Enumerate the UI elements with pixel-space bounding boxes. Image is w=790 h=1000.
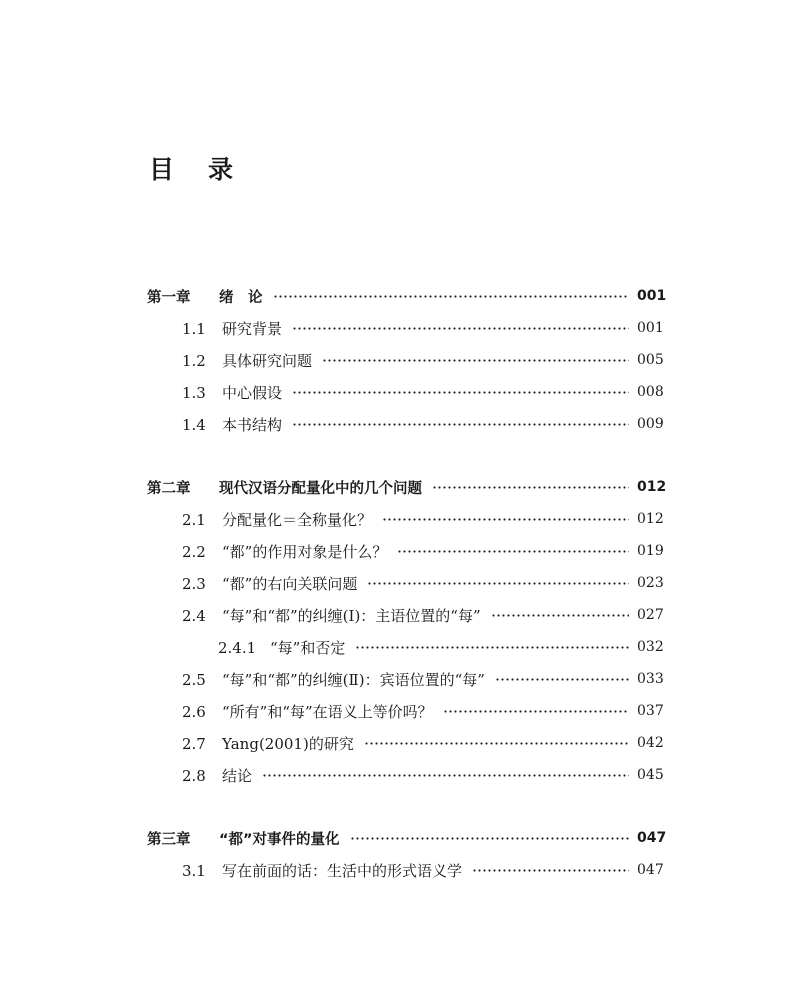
toc-entry-heading	[182, 733, 354, 754]
dot-leader	[472, 869, 629, 872]
toc-section-row[interactable]	[182, 413, 663, 435]
toc-entry-number: 2.2	[182, 542, 206, 561]
toc-entry-title: 本书结构	[222, 415, 283, 434]
toc-entry-heading	[182, 318, 282, 339]
toc-page-number: 032	[637, 639, 664, 655]
toc-chapter-row[interactable]	[147, 476, 667, 498]
toc-entry-number: 1.4	[182, 415, 206, 434]
toc-entry-title: 分配量化＝全称量化？	[222, 510, 373, 529]
toc-entry-number: 1.3	[182, 383, 206, 402]
toc-entry-title: 具体研究问题	[222, 351, 313, 370]
toc-entry-heading	[182, 605, 481, 626]
toc-section-row[interactable]	[182, 317, 663, 339]
title-char-1: 目	[149, 155, 175, 184]
toc-page-number: 001	[637, 288, 667, 304]
toc-entry-heading	[182, 701, 433, 722]
dot-leader	[350, 837, 629, 840]
dot-leader	[292, 423, 629, 426]
toc-entry-title: 现代汉语分配量化中的几个问题	[219, 480, 422, 497]
title-char-2: 录	[208, 155, 234, 184]
toc-section-row[interactable]	[182, 700, 663, 722]
toc-entry-title: 中心假设	[222, 383, 283, 402]
dot-leader	[443, 710, 629, 713]
dot-leader	[322, 359, 629, 362]
toc-entry-heading	[147, 828, 340, 849]
dot-leader	[292, 391, 629, 394]
toc-entry-heading	[182, 765, 252, 786]
toc-entry-heading	[182, 382, 282, 403]
toc-entry-number: 2.5	[182, 670, 206, 689]
toc-page-number: 001	[637, 320, 664, 336]
toc-section-row[interactable]	[182, 508, 663, 530]
dot-leader	[364, 742, 629, 745]
toc-entry-title: 绪 论	[219, 289, 263, 306]
toc-entry-title: “都”对事件的量化	[219, 831, 340, 848]
toc-section-row[interactable]	[182, 381, 663, 403]
dot-leader	[355, 646, 629, 649]
toc-entry-title: 写在前面的话：生活中的形式语义学	[222, 861, 463, 880]
toc-entry-heading	[218, 637, 345, 658]
toc-entry-heading	[182, 509, 372, 530]
toc-entry-number: 2.1	[182, 510, 206, 529]
dot-leader	[495, 678, 629, 681]
toc-page-number: 005	[637, 352, 664, 368]
toc-entry-number: 3.1	[182, 861, 206, 880]
toc-section-row[interactable]	[182, 859, 663, 881]
toc-page-number: 019	[637, 543, 664, 559]
toc-entry-number: 1.1	[182, 319, 206, 338]
toc-entry-heading	[182, 573, 357, 594]
dot-leader	[292, 327, 629, 330]
toc-page-number: 023	[637, 575, 664, 591]
toc-entry-title: “每”和“都”的纠缠(Ⅱ)：宾语位置的“每”	[222, 670, 485, 689]
toc-entry-number: 2.3	[182, 574, 206, 593]
page-title	[149, 150, 233, 186]
toc-page-number: 008	[637, 384, 664, 400]
toc-entry-title: 研究背景	[222, 319, 283, 338]
toc-section-row[interactable]	[182, 732, 663, 754]
dot-leader	[397, 550, 629, 553]
toc-section-row[interactable]	[182, 668, 663, 690]
dot-leader	[367, 582, 629, 585]
toc-page-number: 012	[637, 479, 667, 495]
toc-page-number: 042	[637, 735, 664, 751]
toc-entry-heading	[182, 350, 312, 371]
toc-entry-heading	[147, 477, 422, 498]
toc-chapter-row[interactable]	[147, 285, 667, 307]
toc-entry-number: 第二章	[147, 480, 191, 497]
toc-page-number: 047	[637, 862, 664, 878]
toc-entry-number: 2.7	[182, 734, 206, 753]
toc-section-row[interactable]	[182, 572, 663, 594]
toc-page-number: 012	[637, 511, 664, 527]
dot-leader	[491, 614, 629, 617]
toc-entry-title: “所有”和“每”在语义上等价吗？	[222, 702, 433, 721]
toc-page-number: 037	[637, 703, 664, 719]
toc-entry-heading	[182, 860, 462, 881]
toc-entry-heading	[147, 286, 263, 307]
toc-entry-number: 2.4.1	[218, 638, 257, 657]
dot-leader	[262, 774, 629, 777]
toc-entry-number: 第一章	[147, 289, 191, 306]
toc-entry-title: “都”的右向关联问题	[222, 574, 358, 593]
toc-section-row[interactable]	[218, 636, 663, 658]
toc-entry-heading	[182, 541, 387, 562]
toc-entry-title: Yang(2001)的研究	[222, 734, 354, 753]
toc-entry-title: “都”的作用对象是什么？	[222, 542, 388, 561]
dot-leader	[432, 486, 629, 489]
toc-page-number: 027	[637, 607, 664, 623]
toc-entry-number: 1.2	[182, 351, 206, 370]
toc-page-number: 033	[637, 671, 664, 687]
toc-page-number: 045	[637, 767, 664, 783]
toc-entry-number: 2.8	[182, 766, 206, 785]
toc-section-row[interactable]	[182, 349, 663, 371]
dot-leader	[273, 295, 630, 298]
dot-leader	[382, 518, 629, 521]
toc-entry-number: 2.6	[182, 702, 206, 721]
toc-page-number: 009	[637, 416, 664, 432]
toc-entry-title: “每”和否定	[270, 638, 346, 657]
toc-entry-number: 2.4	[182, 606, 206, 625]
toc-entry-number: 第三章	[147, 831, 191, 848]
toc-section-row[interactable]	[182, 604, 663, 626]
toc-entry-title: 结论	[222, 766, 253, 785]
toc-section-row[interactable]	[182, 764, 663, 786]
toc-chapter-row[interactable]	[147, 827, 667, 849]
toc-entry-title: “每”和“都”的纠缠(Ⅰ)：主语位置的“每”	[222, 606, 481, 625]
toc-entry-heading	[182, 669, 485, 690]
toc-page-number: 047	[637, 830, 667, 846]
toc-section-row[interactable]	[182, 540, 663, 562]
toc-entry-heading	[182, 414, 282, 435]
